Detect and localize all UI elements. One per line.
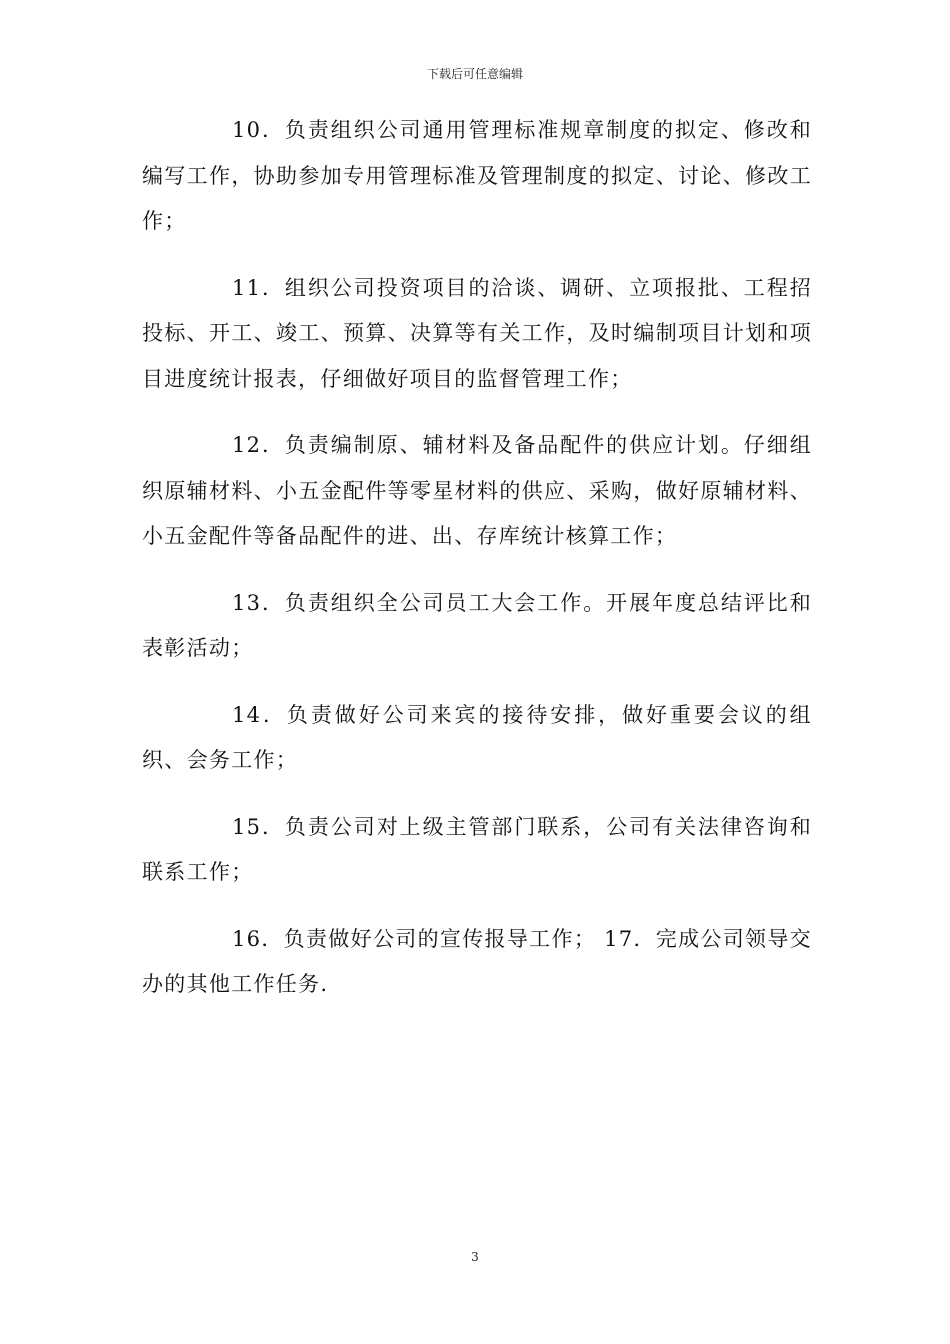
page-header: 下载后可任意编辑 [426, 67, 523, 81]
page-number: 3 [471, 1250, 479, 1264]
paragraph-item-11: 11．组织公司投资项目的洽谈、调研、立项报批、工程招投标、开工、竣工、预算、决算等有关工作，及时编制项目计划和项目进度统计报表，仔细做好项目的监督管理工作； [142, 275, 812, 391]
paragraph-item-14: 14．负责做好公司来宾的接待安排，做好重要会议的组织、会务工作； [142, 702, 812, 772]
paragraph-item-15: 15．负责公司对上级主管部门联系，公司有关法律咨询和联系工作； [142, 814, 812, 884]
paragraph-item-13: 13．负责组织全公司员工大会工作。开展年度总结评比和表彰活动； [142, 590, 812, 660]
paragraph-item-10: 10．负责组织公司通用管理标准规章制度的拟定、修改和编写工作，协助参加专用管理标准及管理制度的拟定、讨论、修改工作； [142, 118, 812, 233]
document-body [142, 108, 812, 1029]
paragraph-item-16-17: 16．负责做好公司的宣传报导工作； 17．完成公司领导交办的其他工作任务. [142, 926, 812, 996]
paragraph-item-12: 12．负责编制原、辅材料及备品配件的供应计划。仔细组织原辅材料、小五金配件等零星材料的供应、采购，做好原辅材料、小五金配件等备品配件的进、出、存库统计核算工作； [142, 433, 812, 548]
